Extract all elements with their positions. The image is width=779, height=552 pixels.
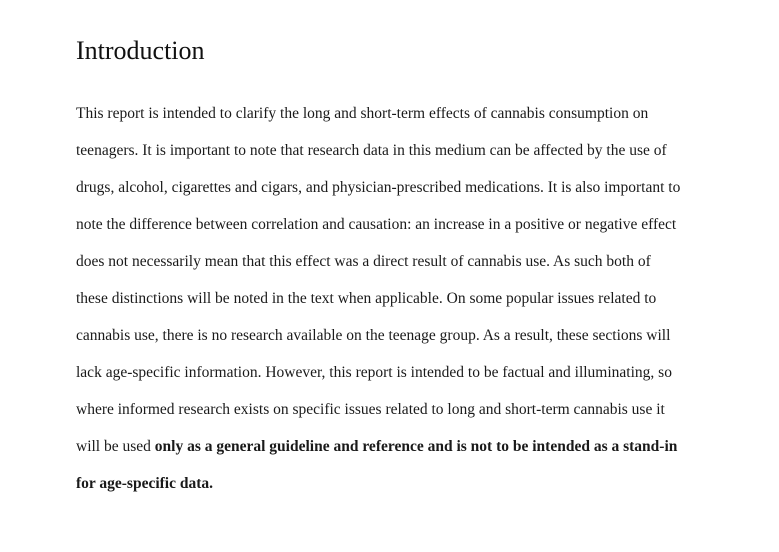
paragraph-line <box>76 178 680 198</box>
line-text: lack age-specific information. However, this report is intended to be factual and illuminating, so <box>76 364 672 381</box>
line-text: these distinctions will be noted in the text when applicable. On some popular issues related to <box>76 290 657 307</box>
paragraph-line <box>76 400 665 420</box>
paragraph-line <box>76 252 651 272</box>
line-text: cannabis use, there is no research available on the teenage group. As a result, these sections will <box>76 327 671 344</box>
line-text: drugs, alcohol, cigarettes and cigars, and physician-prescribed medications. It is also important to <box>76 179 681 196</box>
line-text: where informed research exists on specific issues related to long and short-term cannabis use it <box>76 401 665 418</box>
paragraph-line <box>76 363 672 383</box>
line-text: note the difference between correlation and causation: an increase in a positive or negative effect <box>76 216 677 233</box>
paragraph-line <box>76 474 213 494</box>
line-bold-text: only as a general guideline and reference and is not to be intended as a stand-in <box>154 438 678 455</box>
section-heading: Introduction <box>76 36 205 65</box>
paragraph-line <box>76 326 670 346</box>
line-text: does not necessarily mean that this effect was a direct result of cannabis use. As such both of <box>76 253 651 270</box>
paragraph-line <box>76 215 676 235</box>
paragraph-line <box>76 289 656 309</box>
line-text: This report is intended to clarify the long and short-term effects of cannabis consumption on <box>76 105 649 122</box>
paragraph-line <box>76 141 667 161</box>
line-text: teenagers. It is important to note that research data in this medium can be affected by the use of <box>76 142 667 159</box>
line-text: will be used <box>76 438 155 455</box>
line-bold-text: for age-specific data. <box>76 475 214 492</box>
paragraph-line <box>76 437 677 457</box>
paragraph-line <box>76 104 648 124</box>
